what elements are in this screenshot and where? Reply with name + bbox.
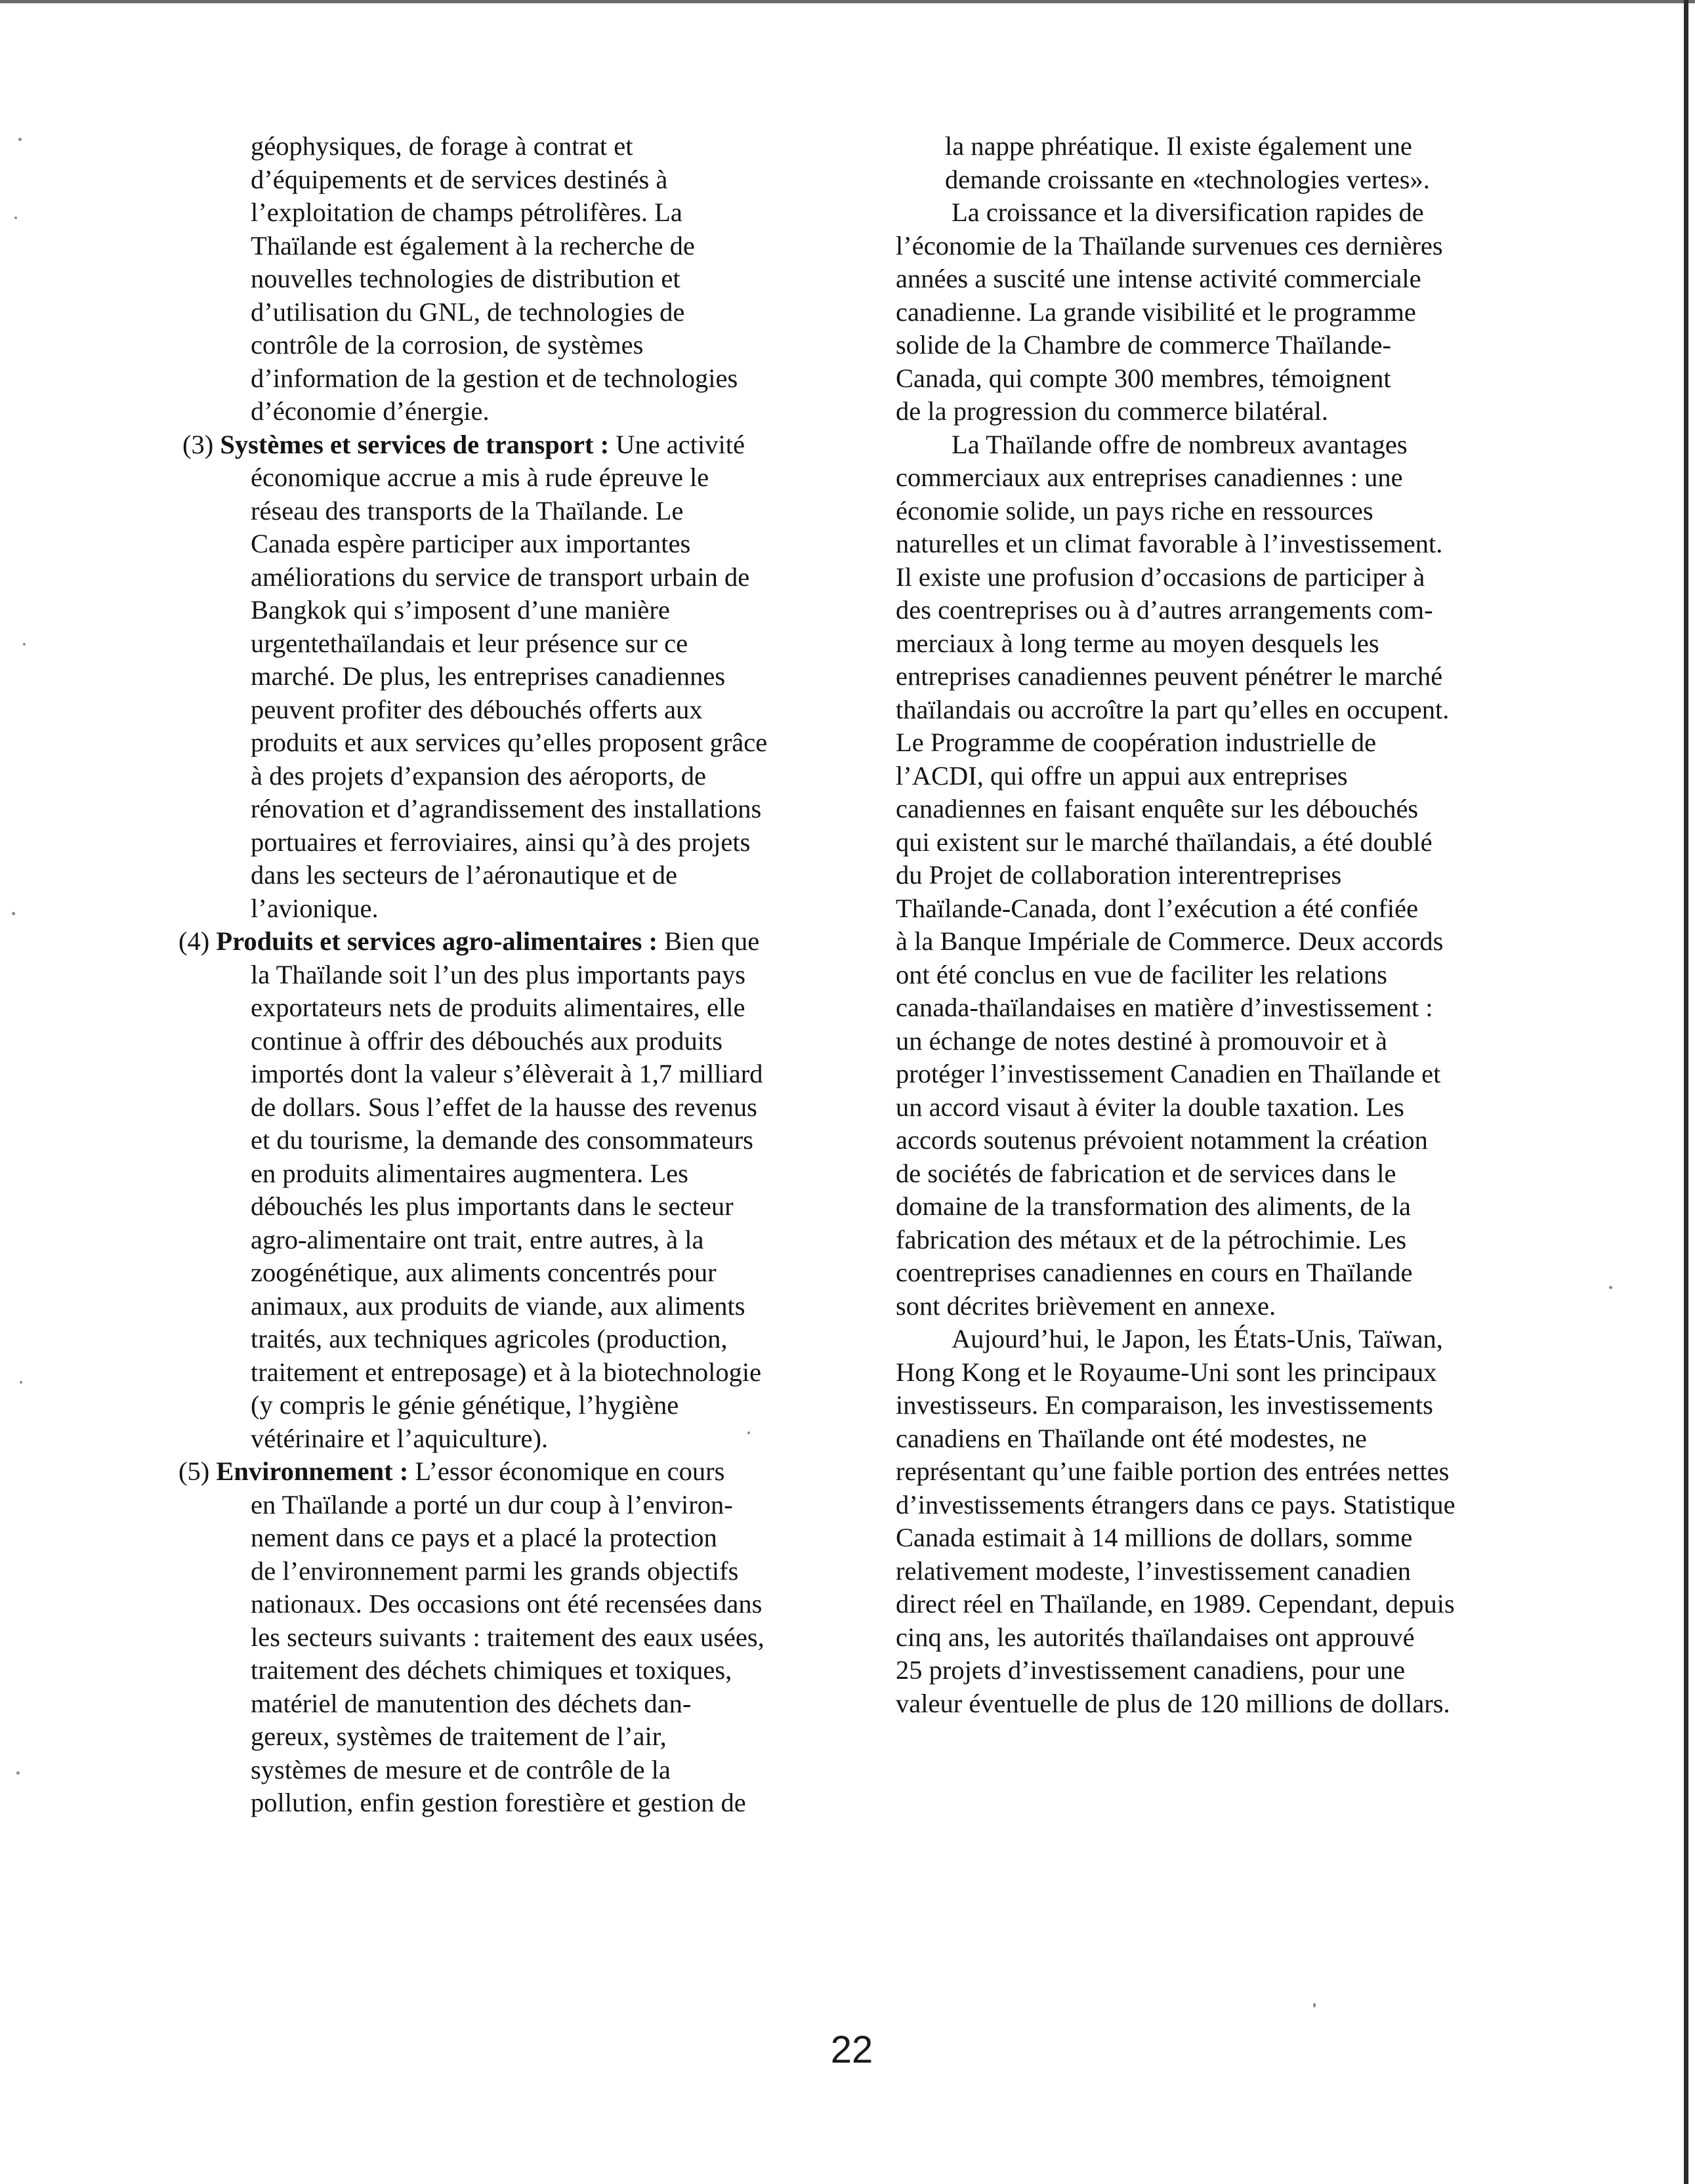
text-line: Thaïlande-Canada, dont l’exécution a été confiée <box>896 893 1419 923</box>
text-line: marché. De plus, les entreprises canadiennes <box>251 661 726 691</box>
paragraph <box>896 196 1565 428</box>
text-line: qui existent sur le marché thaïlandais, a été doublé <box>896 827 1433 857</box>
text-line: merciaux à long terme au moyen desquels les <box>896 628 1379 658</box>
text-line: à la Banque Impériale de Commerce. Deux accords <box>896 926 1444 956</box>
text-line: demande croissante en «technologies vertes». <box>945 164 1430 194</box>
text-line: dans les secteurs de l’aéronautique et de <box>251 860 677 890</box>
text-line: direct réel en Thaïlande, en 1989. Cependant, depuis <box>896 1589 1455 1618</box>
text-line: Canada estimait à 14 millions de dollars, somme <box>896 1523 1413 1552</box>
text-line: fabrication des métaux et de la pétrochimie. Les <box>896 1224 1407 1254</box>
text-line: représentant qu’une faible portion des entrées nettes <box>896 1456 1450 1486</box>
left-column <box>178 130 860 1820</box>
left-continuation-text <box>190 130 860 428</box>
text-line: portuaires et ferroviaires, ainsi qu’à des projets <box>251 827 751 857</box>
text-line: nement dans ce pays et a placé la protection <box>251 1523 717 1552</box>
text-line: animaux, aux produits de viande, aux aliments <box>251 1290 745 1321</box>
text-line: importés dont la valeur s’élèverait à 1,7 milliard <box>251 1059 763 1088</box>
list-item-marker: (5) <box>178 1456 210 1486</box>
text-line: peuvent profiter des débouchés offerts aux <box>251 694 703 724</box>
text-line: continue à offrir des débouchés aux produits <box>251 1025 723 1056</box>
page-number: 22 <box>830 2029 873 2071</box>
text-line: économie solide, un pays riche en ressources <box>896 495 1373 525</box>
text-line: (y compris le génie génétique, l’hygiène <box>251 1390 679 1420</box>
list-item-marker: (4) <box>178 926 210 956</box>
text-line: de sociétés de fabrication et de services dans le <box>896 1158 1396 1188</box>
text-line: un accord visaut à éviter la double taxation. Les <box>896 1092 1404 1122</box>
text-line: économique accrue a mis à rude épreuve le <box>251 463 709 492</box>
text-line: thaïlandais ou accroître la part qu’elles en occupent. <box>896 694 1450 724</box>
text-line: zoogénétique, aux aliments concentrés pour <box>251 1258 717 1287</box>
text-line: sont décrites brièvement en annexe. <box>896 1290 1276 1321</box>
text-line: urgentethaïlandais et leur présence sur ce <box>251 628 688 658</box>
paragraph <box>896 428 1565 1323</box>
text-line: géophysiques, de forage à contrat et <box>251 131 633 161</box>
text-line: cinq ans, les autorités thaïlandaises ont approuvé <box>896 1622 1415 1652</box>
list-item-lead-text: Bien que <box>657 926 760 956</box>
text-line: rénovation et d’agrandissement des installations <box>251 794 762 823</box>
text-line: d’équipements et de services destinés à <box>251 164 668 194</box>
text-line: l’avionique. <box>251 893 379 923</box>
text-line: Bangkok qui s’imposent d’une manière <box>251 595 670 625</box>
text-line: traitement des déchets chimiques et toxiques, <box>251 1655 732 1685</box>
text-line: de la progression du commerce bilatéral. <box>896 396 1328 426</box>
text-line: Le Programme de coopération industrielle de <box>896 728 1377 757</box>
text-line: ont été conclus en vue de faciliter les relations <box>896 959 1387 989</box>
text-line: solide de la Chambre de commerce Thaïlande- <box>896 330 1391 360</box>
text-line: à des projets d’expansion des aéroports, de <box>251 760 706 791</box>
text-line: pollution, enfin gestion forestière et gestion de <box>251 1788 746 1817</box>
text-line: investisseurs. En comparaison, les investissements <box>896 1390 1433 1420</box>
text-line: canadienne. La grande visibilité et le programme <box>896 297 1416 327</box>
scan-speckle <box>1313 2003 1316 2008</box>
text-line: Hong Kong et le Royaume-Uni sont les principaux <box>896 1357 1437 1387</box>
text-line: vétérinaire et l’aquiculture). <box>251 1423 549 1453</box>
text-line: relativement modeste, l’investissement canadien <box>896 1556 1411 1586</box>
text-line: et du tourisme, la demande des consommateurs <box>251 1125 753 1155</box>
text-line: traités, aux techniques agricoles (production, <box>251 1324 728 1353</box>
text-line: du Projet de collaboration interentreprises <box>896 860 1342 890</box>
list-item-body <box>190 461 860 925</box>
list-item-transport <box>182 428 860 926</box>
text-line: la Thaïlande soit l’un des plus importants pays <box>251 959 746 989</box>
text-line: gereux, systèmes de traitement de l’air, <box>251 1721 667 1751</box>
scan-speckle <box>1609 1286 1612 1289</box>
text-line: accords soutenus prévoient notamment la création <box>896 1125 1428 1155</box>
text-line: 25 projets d’investissement canadiens, pour une <box>896 1655 1406 1685</box>
text-line: l’économie de la Thaïlande survenues ces dernières <box>896 230 1443 260</box>
text-line: Thaïlande est également à la recherche de <box>251 230 695 260</box>
text-line: d’investissements étrangers dans ce pays. Statistique <box>896 1489 1455 1519</box>
text-line: exportateurs nets de produits alimentaires, elle <box>251 993 745 1022</box>
text-line: naturelles et un climat favorable à l’investissement. <box>896 529 1443 558</box>
text-line: d’information de la gestion et de technologies <box>251 363 738 393</box>
text-line: contrôle de la corrosion, de systèmes <box>251 330 644 360</box>
scan-speckle <box>20 1381 22 1384</box>
text-line: années a suscité une intense activité commerciale <box>896 264 1421 293</box>
text-line: débouchés les plus importants dans le secteur <box>251 1191 734 1221</box>
list-item-lead-text: L’essor économique en cours <box>408 1456 725 1486</box>
list-item-environment <box>178 1455 860 1820</box>
text-line: matériel de manutention des déchets dan- <box>251 1688 692 1718</box>
list-item-agrifood <box>178 925 860 1455</box>
list-item-marker: (3) <box>182 429 214 459</box>
text-line: coentreprises canadiennes en cours en Thaïlande <box>896 1258 1413 1287</box>
text-line: des coentreprises ou à d’autres arrangements com- <box>896 595 1433 625</box>
text-line: un échange de notes destiné à promouvoir et à <box>896 1025 1387 1056</box>
scan-speckle <box>12 912 15 915</box>
text-line: La croissance et la diversification rapides de <box>952 197 1424 227</box>
list-item-heading: Systèmes et services de transport : <box>220 429 610 459</box>
text-line: réseau des transports de la Thaïlande. Le <box>251 495 684 525</box>
scan-speckle <box>23 643 26 646</box>
text-line: en Thaïlande a porté un dur coup à l’environ- <box>251 1489 733 1519</box>
text-line: agro-alimentaire ont trait, entre autres, à la <box>251 1224 704 1254</box>
list-item-first-line <box>182 428 860 462</box>
text-line: l’exploitation de champs pétrolifères. La <box>251 197 682 227</box>
text-line: traitement et entreposage) et à la biotechnologie <box>251 1357 762 1387</box>
text-line: de l’environnement parmi les grands objectifs <box>251 1556 739 1586</box>
text-line: les secteurs suivants : traitement des eaux usées, <box>251 1622 764 1652</box>
scan-speckle <box>18 138 22 141</box>
scan-speckle <box>14 216 17 219</box>
text-line: La Thaïlande offre de nombreux avantages <box>952 429 1408 459</box>
text-line: en produits alimentaires augmentera. Les <box>251 1158 688 1188</box>
text-line: protéger l’investissement Canadien en Thaïlande et <box>896 1059 1441 1088</box>
list-item-heading: Environnement : <box>216 1456 409 1486</box>
list-item-body <box>190 1489 860 1820</box>
text-line: la nappe phréatique. Il existe également une <box>945 131 1412 161</box>
text-line: l’ACDI, qui offre un appui aux entreprises <box>896 760 1348 791</box>
text-line: Canada espère participer aux importantes <box>251 529 691 558</box>
list-item-body <box>190 958 860 1456</box>
text-line: nouvelles technologies de distribution et <box>251 264 680 293</box>
text-line: canada-thaïlandaises en matière d’investissement : <box>896 993 1433 1022</box>
text-line: commerciaux aux entreprises canadiennes : une <box>896 463 1403 492</box>
list-item-first-line <box>178 1455 860 1489</box>
right-continuation-text <box>896 130 1565 196</box>
list-item-first-line <box>178 925 860 958</box>
text-line: améliorations du service de transport urbain de <box>251 562 750 592</box>
scan-top-rule <box>0 0 1695 3</box>
right-column <box>896 130 1565 1720</box>
text-line: valeur éventuelle de plus de 120 millions de dollars. <box>896 1688 1450 1718</box>
text-line: produits et aux services qu’elles proposent grâce <box>251 728 768 757</box>
text-line: d’économie d’énergie. <box>251 396 490 426</box>
text-line: domaine de la transformation des aliments, de la <box>896 1191 1412 1221</box>
list-item-lead-text: Une activité <box>609 429 745 459</box>
text-line: Il existe une profusion d’occasions de participer à <box>896 562 1425 592</box>
list-item-heading: Produits et services agro-alimentaires : <box>216 926 658 956</box>
scan-speckle <box>16 1771 20 1775</box>
text-line: canadiens en Thaïlande ont été modestes, ne <box>896 1423 1367 1453</box>
text-line: systèmes de mesure et de contrôle de la <box>251 1754 671 1784</box>
text-line: nationaux. Des occasions ont été recensées dans <box>251 1589 763 1618</box>
text-line: Aujourd’hui, le Japon, les États-Unis, Taïwan, <box>952 1324 1443 1353</box>
text-line: Canada, qui compte 300 membres, témoignent <box>896 363 1391 393</box>
text-line: de dollars. Sous l’effet de la hausse des revenus <box>251 1092 757 1122</box>
scan-right-edge <box>1684 0 1688 2184</box>
paragraph <box>896 1323 1565 1720</box>
text-line: canadiennes en faisant enquête sur les débouchés <box>896 794 1419 823</box>
text-line: entreprises canadiennes peuvent pénétrer le marché <box>896 661 1443 691</box>
text-line: d’utilisation du GNL, de technologies de <box>251 297 685 327</box>
